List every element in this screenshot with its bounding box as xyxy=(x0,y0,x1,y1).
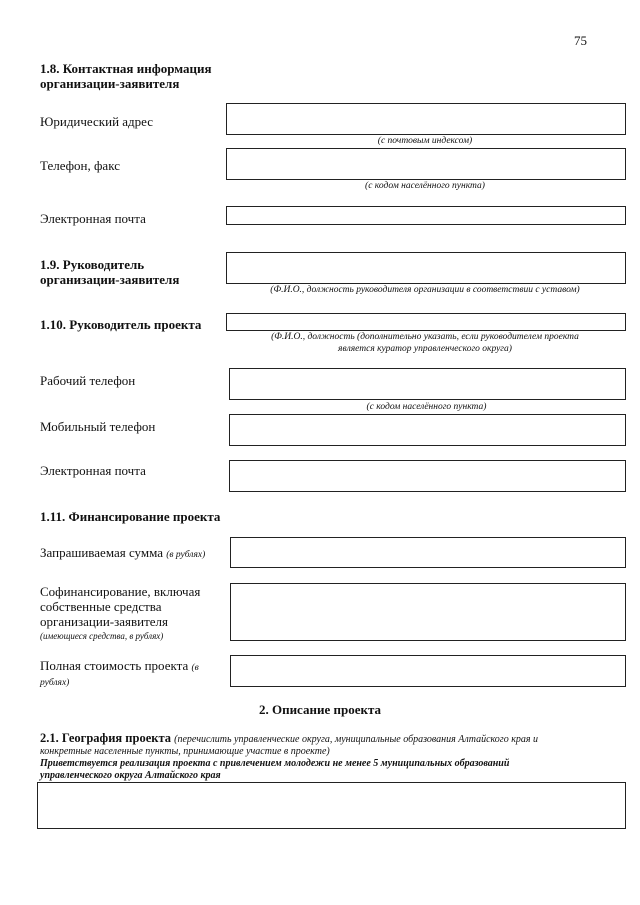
org-email-label: Электронная почта xyxy=(40,211,146,226)
mobile-phone-field[interactable] xyxy=(229,414,626,446)
total-cost-label xyxy=(40,658,199,691)
geography-heading: 2.1. География проекта xyxy=(40,731,171,745)
section-1-11-heading: 1.11. Финансирование проекта xyxy=(40,509,221,524)
section-1-9-heading xyxy=(40,257,179,287)
project-head-caption xyxy=(226,331,624,355)
legal-address-caption: (с почтовым индексом) xyxy=(377,136,473,146)
legal-address-label: Юридический адрес xyxy=(40,114,154,129)
project-head-email-label: Электронная почта xyxy=(40,463,146,478)
org-head-caption: (Ф.И.О., должность руководителя организации в соответствии с уставом) xyxy=(270,285,580,295)
geography-requirement-line2: управленческого округа Алтайского края xyxy=(40,770,221,781)
project-head-email-field[interactable] xyxy=(229,460,626,492)
section-1-8-heading xyxy=(40,61,212,91)
geography-block xyxy=(40,731,630,782)
project-head-caption-line1: (Ф.И.О., должность (дополнительно указать, если руководителем проекта xyxy=(271,332,579,342)
cofinancing-label-line1: Софинансирование, включая xyxy=(40,584,201,599)
total-cost-note-part1: (в xyxy=(191,663,199,673)
cofinancing-note: (имеющиеся средства, в рублях) xyxy=(40,631,164,641)
section-1-8-heading-line1: 1.8. Контактная информация xyxy=(40,61,212,76)
legal-address-field[interactable] xyxy=(226,103,626,135)
section-1-8-heading-line2: организации-заявителя xyxy=(40,76,180,91)
mobile-phone-label: Мобильный телефон xyxy=(40,419,156,434)
work-phone-label: Рабочий телефон xyxy=(40,373,136,388)
project-head-field[interactable] xyxy=(226,313,626,331)
project-head-caption-line2: является куратор управленческого округа) xyxy=(338,344,512,354)
cofinancing-label-line3: организации-заявителя xyxy=(40,614,169,629)
requested-sum-label-text: Запрашиваемая сумма xyxy=(40,545,164,560)
total-cost-field[interactable] xyxy=(230,655,626,687)
cofinancing-field[interactable] xyxy=(230,583,626,641)
geography-field[interactable] xyxy=(37,782,626,829)
page-number: 75 xyxy=(574,33,587,48)
work-phone-caption: (с кодом населённого пункта) xyxy=(366,402,487,412)
section-1-10-heading: 1.10. Руководитель проекта xyxy=(40,317,202,332)
phone-fax-field[interactable] xyxy=(226,148,626,180)
requested-sum-note: (в рублях) xyxy=(166,550,206,560)
total-cost-note-part2: рублях) xyxy=(40,678,70,688)
phone-fax-caption: (с кодом населённого пункта) xyxy=(365,181,485,191)
cofinancing-label-line2: собственные средства xyxy=(40,599,162,614)
section-2-heading: 2. Описание проекта xyxy=(258,702,382,717)
phone-fax-label: Телефон, факс xyxy=(40,158,120,173)
requested-sum-label xyxy=(40,545,205,563)
geography-note-line1: (перечислить управленческие округа, муниципальные образования Алтайского края и xyxy=(174,734,539,745)
cofinancing-label xyxy=(40,584,200,644)
org-email-field[interactable] xyxy=(226,206,626,225)
geography-note-line2: конкретные населенные пункты, принимающие участие в проекте) xyxy=(40,746,330,757)
section-1-9-heading-line2: организации-заявителя xyxy=(40,272,180,287)
total-cost-label-text: Полная стоимость проекта xyxy=(40,658,189,673)
requested-sum-field[interactable] xyxy=(230,537,626,568)
section-1-9-heading-line1: 1.9. Руководитель xyxy=(40,257,145,272)
work-phone-field[interactable] xyxy=(229,368,626,400)
org-head-field[interactable] xyxy=(226,252,626,284)
geography-requirement-line1: Приветствуется реализация проекта с привлечением молодежи не менее 5 муниципальных образований xyxy=(40,758,510,769)
